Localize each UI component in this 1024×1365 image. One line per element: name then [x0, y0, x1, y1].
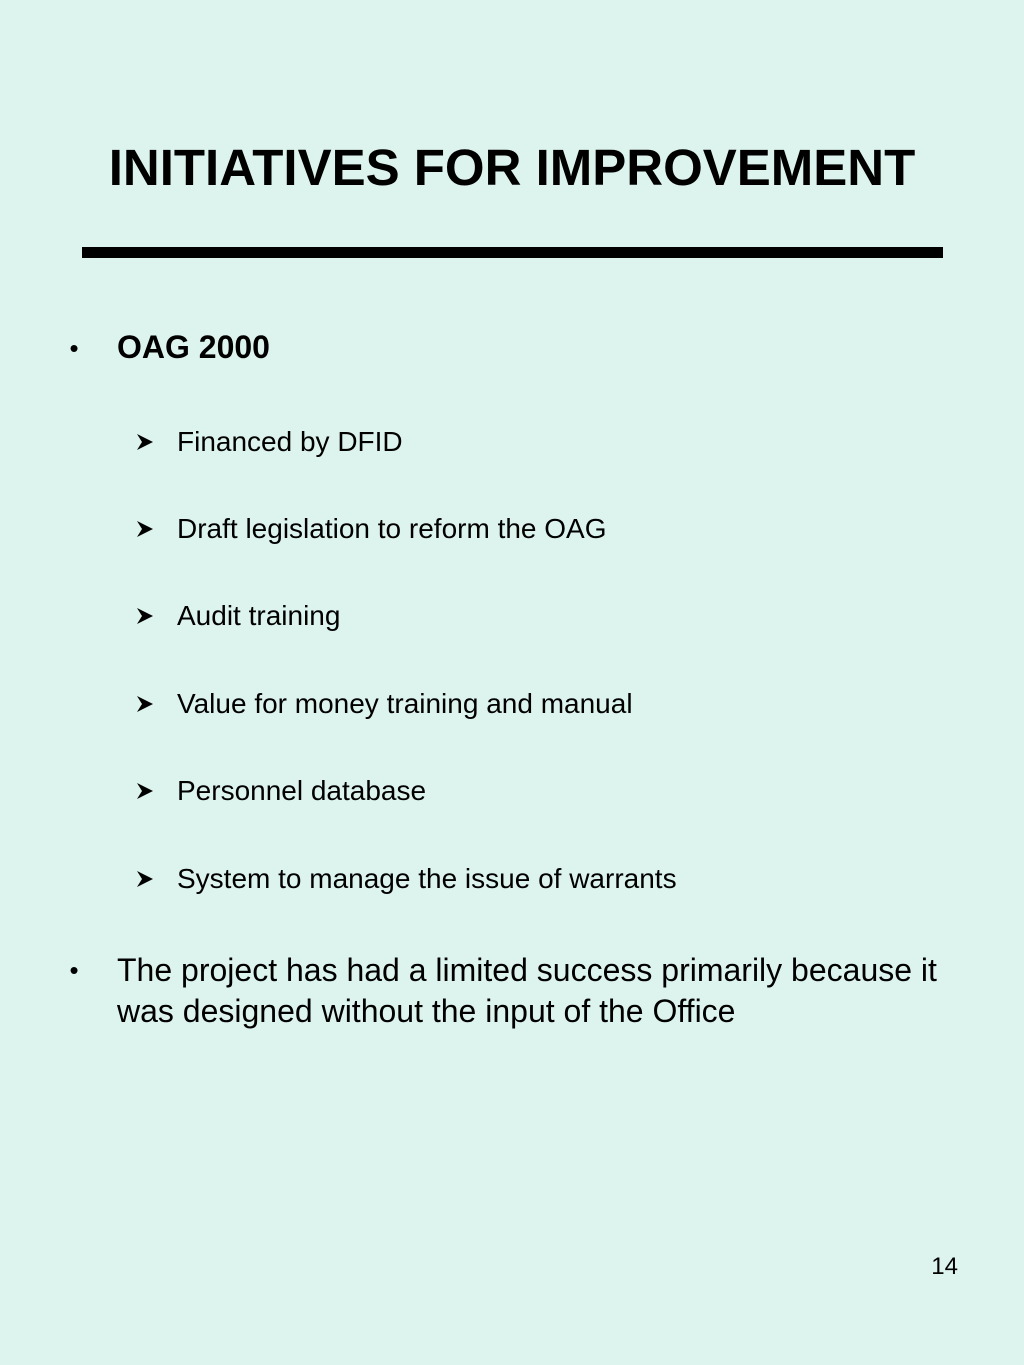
page-number: 14 [931, 1253, 958, 1280]
sub-list-item [135, 684, 633, 724]
arrowhead-icon [135, 781, 155, 801]
arrowhead-icon [135, 519, 155, 539]
sub-list-item-label: System to manage the issue of warrants [177, 863, 677, 894]
sub-list-item [135, 422, 403, 462]
title-underline [82, 247, 943, 258]
sub-list-item-label: Personnel database [177, 775, 427, 806]
sub-list-item [135, 859, 677, 899]
sub-list-item-label: Audit training [177, 600, 341, 631]
bullet-icon: • [69, 333, 79, 363]
slide-title: INITIATIVES FOR IMPROVEMENT [108, 139, 916, 196]
arrowhead-icon [135, 606, 155, 626]
bullet-icon: • [69, 955, 79, 985]
sub-list-item-label: Draft legislation to reform the OAG [177, 513, 607, 544]
arrowhead-icon [135, 694, 155, 714]
bullet-text-project-summary: The project has had a limited success primarily because it was designed without the input of the Office [117, 952, 937, 1029]
arrowhead-icon [135, 432, 155, 452]
sub-list-item-label: Value for money training and manual [177, 688, 633, 719]
arrowhead-icon [135, 869, 155, 889]
sub-list-item-label: Financed by DFID [177, 426, 403, 457]
sub-list-item [135, 509, 607, 549]
bullet-heading-oag-2000: OAG 2000 [117, 329, 270, 365]
sub-list-item [135, 771, 426, 811]
sub-list-item [135, 596, 340, 636]
